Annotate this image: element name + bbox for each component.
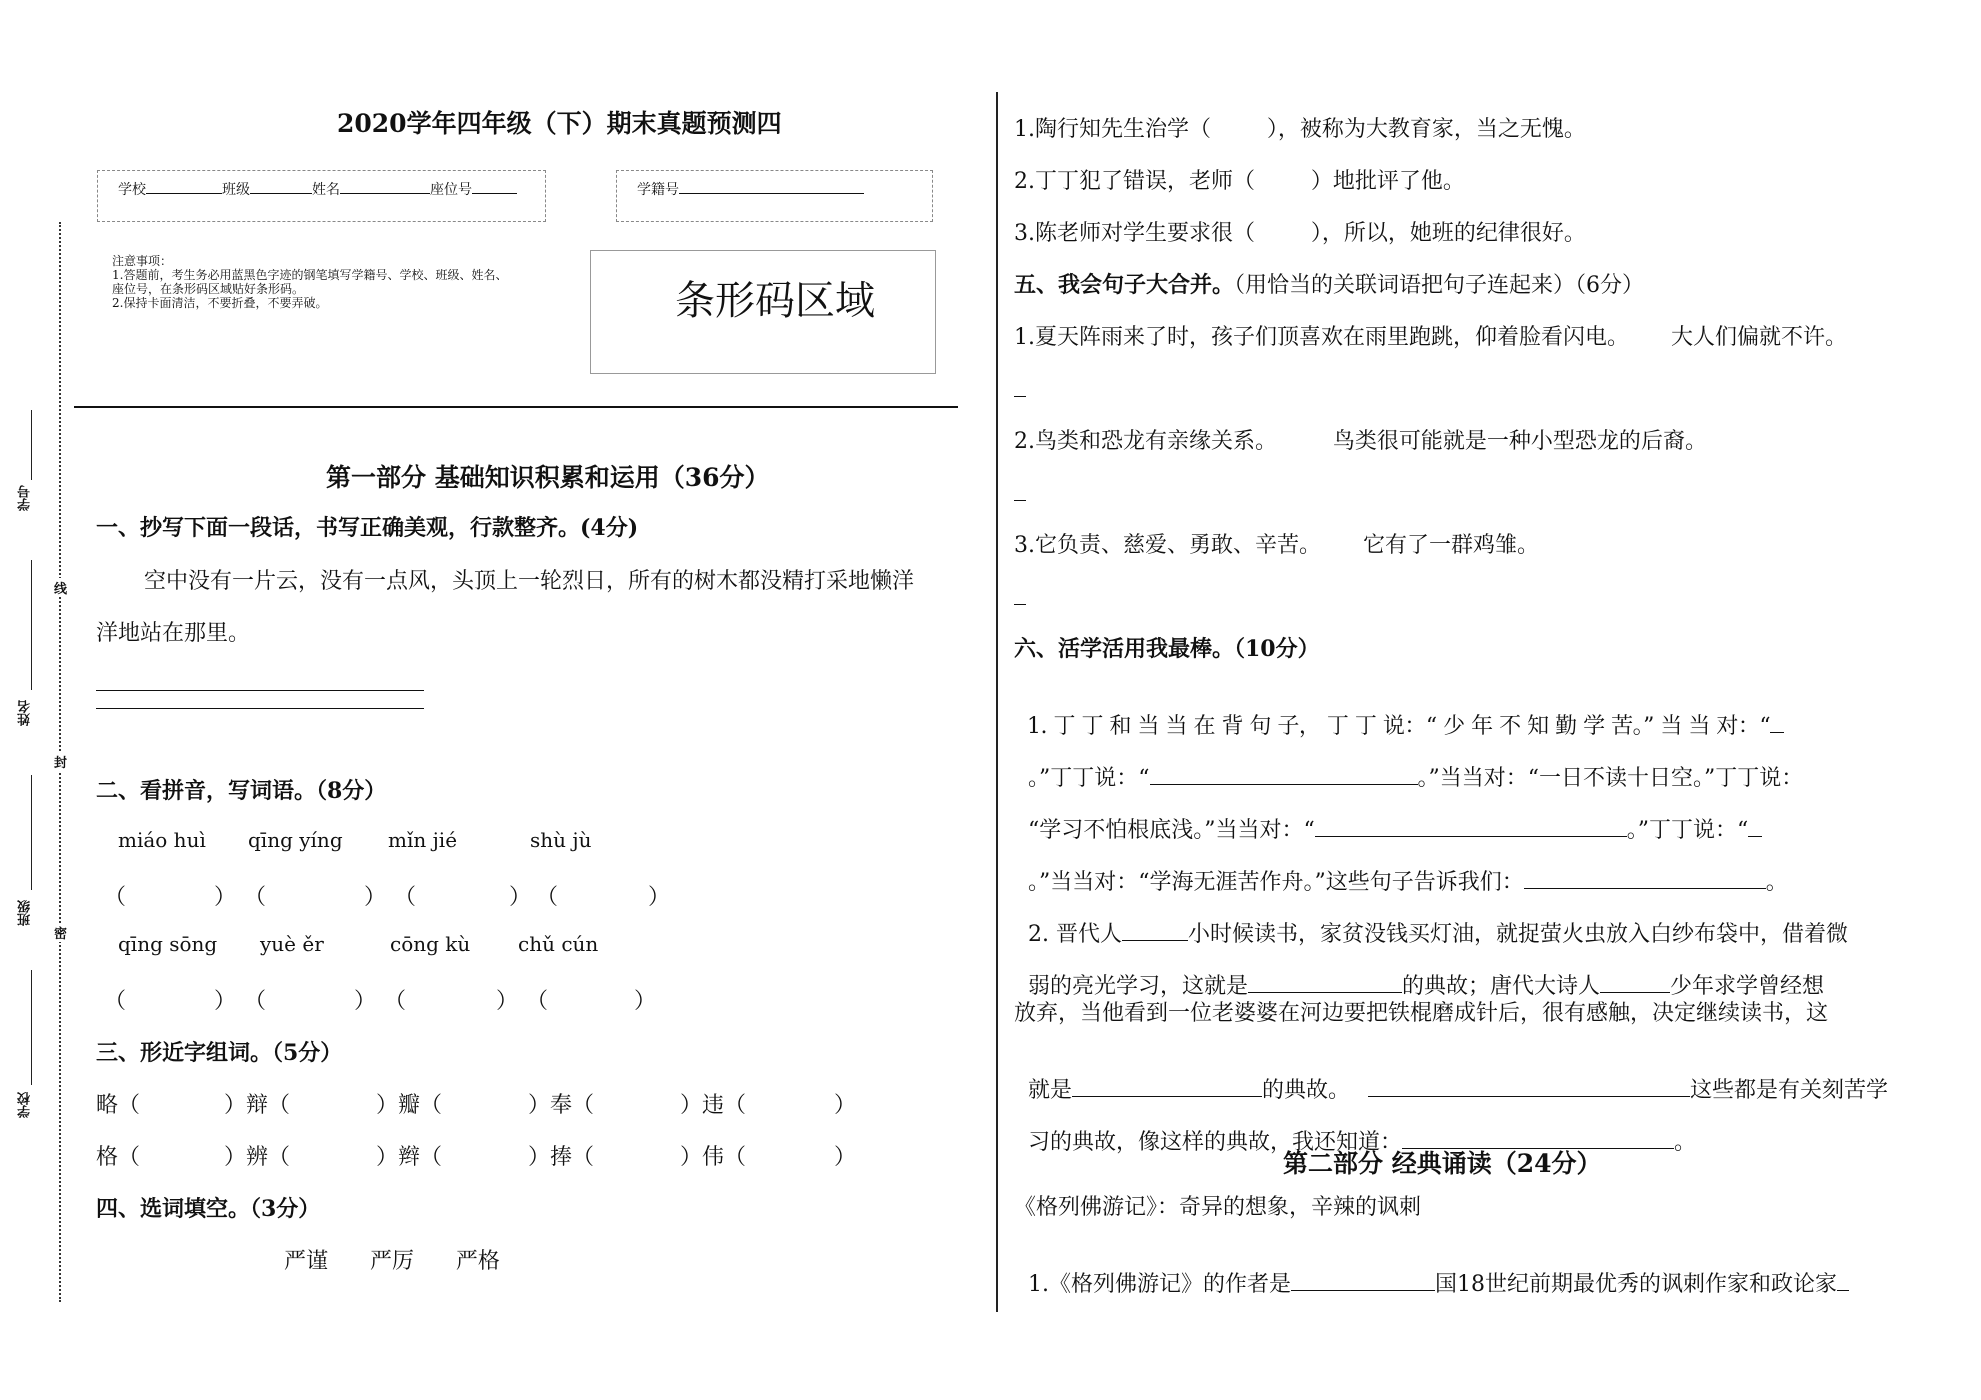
q3-cell: ）辨（ bbox=[224, 1145, 291, 1170]
q6-p2-line: 放弃，当他看到一位老婆婆在河边要把铁棍磨成针后，很有感触，决定继续读书，这 bbox=[1014, 1001, 1829, 1026]
q4-item: 3.陈老师对学生要求很（ ），所以，她班的纪律很好。 bbox=[1014, 221, 1586, 246]
q1-title: 一、抄写下面一段话，书写正确美观，行款整齐。(4分) bbox=[96, 515, 639, 541]
q6-text: 2. 晋代人 bbox=[1028, 922, 1122, 947]
q4-word-choices: 严谨 严厉 严格 bbox=[284, 1249, 500, 1274]
q6-blank[interactable] bbox=[1072, 1074, 1262, 1097]
student-id-field bbox=[637, 177, 864, 199]
column-divider bbox=[996, 92, 998, 1312]
q6-text: 就是 bbox=[1028, 1078, 1073, 1103]
q3-cell: ）瓣（ bbox=[376, 1093, 443, 1118]
q1-answer-line[interactable] bbox=[96, 708, 424, 709]
binding-label-name: 姓名 bbox=[18, 700, 33, 726]
q6-p1-line bbox=[1014, 788, 1762, 844]
q4-item: 2.丁丁犯了错误，老师（ ）地批评了他。 bbox=[1014, 169, 1465, 194]
q6-blank[interactable] bbox=[1600, 970, 1670, 993]
binding-underline bbox=[31, 560, 33, 690]
barcode-label: 条形码区域 bbox=[675, 278, 875, 324]
name-input[interactable] bbox=[340, 177, 430, 194]
q6-p2-line bbox=[1014, 944, 1824, 1000]
bracket-open: （ bbox=[244, 989, 267, 1014]
q3-cell: 格（ bbox=[96, 1145, 141, 1170]
q6-text: 1. 丁 丁 和 当 当 在 背 句 子， 丁 丁 说：“ 少 年 不 知 勤 学 苦。” 当 当 对：“ bbox=[1027, 714, 1771, 739]
q3-cell: ）伟（ bbox=[680, 1145, 747, 1170]
student-info-fields bbox=[118, 177, 517, 199]
binding-label-class: 班级 bbox=[18, 900, 33, 926]
notice-block bbox=[112, 254, 507, 310]
q3-cell: ） bbox=[834, 1093, 857, 1118]
q6-blank[interactable] bbox=[1524, 866, 1766, 889]
bracket-close: ） bbox=[214, 885, 237, 910]
bracket-open: （ bbox=[526, 989, 549, 1014]
binding-underline bbox=[31, 775, 33, 890]
q6-text: 的典故。 bbox=[1262, 1078, 1351, 1103]
class-input[interactable] bbox=[250, 177, 312, 194]
part2-blank[interactable] bbox=[1837, 1268, 1849, 1291]
pinyin: qīng sōng bbox=[118, 932, 218, 956]
q2-title: 二、看拼音，写词语。（8分） bbox=[96, 778, 387, 804]
q3-cell: ）捧（ bbox=[528, 1145, 595, 1170]
binding-label-school: 学校 bbox=[18, 1092, 33, 1118]
q6-text: 。”当当对：“学海无涯苦作舟。”这些句子告诉我们： bbox=[1028, 870, 1524, 895]
q3-cell: ）辫（ bbox=[376, 1145, 443, 1170]
q5-answer-line[interactable] bbox=[1014, 604, 1026, 605]
q6-p2-line bbox=[1014, 892, 1848, 948]
q6-p2-line bbox=[1014, 1048, 1888, 1104]
q1-passage-line: 空中没有一片云，没有一点风，头顶上一轮烈日，所有的树木都没精打采地懒洋 bbox=[144, 569, 915, 594]
q6-p1-line bbox=[1014, 840, 1788, 896]
bracket-close: ） bbox=[634, 989, 657, 1014]
part2-q1 bbox=[1014, 1242, 1849, 1298]
bracket-open: （ bbox=[104, 885, 127, 910]
q6-blank[interactable] bbox=[1248, 970, 1402, 993]
notice-line: 1.答题前，考生务必用蓝黑色字迹的钢笔填写学籍号、学校、班级、姓名、 bbox=[112, 268, 508, 282]
pinyin: miáo huì bbox=[118, 828, 206, 852]
q6-text: 。”当当对：“一日不读十日空。”丁丁说： bbox=[1417, 766, 1804, 791]
barcode-area bbox=[590, 250, 936, 374]
q6-text: 。 bbox=[1765, 870, 1788, 895]
bracket-close: ） bbox=[214, 989, 237, 1014]
seat-label: 座位号 bbox=[430, 182, 472, 198]
name-label: 姓名 bbox=[312, 182, 340, 198]
bracket-open: （ bbox=[104, 989, 127, 1014]
q3-cell: ）违（ bbox=[680, 1093, 747, 1118]
notice-line: 2.保持卡面清洁，不要折叠，不要弄破。 bbox=[112, 296, 328, 310]
q3-cell: 略（ bbox=[96, 1093, 141, 1118]
school-label: 学校 bbox=[118, 182, 146, 198]
q3-cell: ）辩（ bbox=[224, 1093, 291, 1118]
bracket-open: （ bbox=[536, 885, 559, 910]
q6-text: 这些都是有关刻苦学 bbox=[1690, 1078, 1889, 1103]
bracket-close: ） bbox=[354, 989, 377, 1014]
q6-p1-line bbox=[1014, 684, 1784, 740]
q3-title: 三、形近字组词。（5分） bbox=[96, 1040, 343, 1066]
binding-underline bbox=[31, 970, 33, 1085]
q6-blank[interactable] bbox=[1368, 1074, 1690, 1097]
bracket-open: （ bbox=[394, 885, 417, 910]
pinyin: qīng yíng bbox=[248, 828, 343, 852]
q-text: 1.《格列佛游记》的作者是 bbox=[1028, 1272, 1291, 1297]
part2-subtitle: 《格列佛游记》：奇异的想象，辛辣的讽刺 bbox=[1014, 1195, 1422, 1220]
student-id-input[interactable] bbox=[679, 177, 864, 194]
part2-title: 第二部分 经典诵读（24分） bbox=[1283, 1149, 1602, 1178]
part1-title: 第一部分 基础知识积累和运用（36分） bbox=[326, 463, 770, 492]
bracket-close: ） bbox=[364, 885, 387, 910]
q6-text: 的典故；唐代大诗人 bbox=[1402, 974, 1601, 999]
pinyin: yuè ěr bbox=[260, 932, 324, 956]
binding-underline bbox=[31, 410, 33, 480]
bracket-close: ） bbox=[648, 885, 671, 910]
q6-text: 。 bbox=[1674, 1130, 1697, 1155]
q4-item: 1.陶行知先生治学（ ），被称为大教育家，当之无愧。 bbox=[1014, 117, 1586, 142]
q6-title: 六、活学活用我最棒。（10分） bbox=[1014, 636, 1320, 662]
notice-line: 座位号，在条形码区域贴好条形码。 bbox=[112, 282, 305, 296]
q5-item: 3.它负责、慈爱、勇敢、辛苦。 它有了一群鸡雏。 bbox=[1014, 533, 1539, 558]
q3-cell: ） bbox=[834, 1145, 857, 1170]
q3-cell: ）奉（ bbox=[528, 1093, 595, 1118]
q6-text: 。”丁丁说：“ bbox=[1626, 818, 1749, 843]
school-input[interactable] bbox=[146, 177, 222, 194]
bracket-close: ） bbox=[496, 989, 519, 1014]
q6-p1-line bbox=[1014, 736, 1803, 792]
q5-item: 1.夏天阵雨来了时，孩子们顶喜欢在雨里跑跳，仰着脸看闪电。 大人们偏就不许。 bbox=[1014, 325, 1847, 350]
header-divider bbox=[74, 406, 958, 408]
q5-answer-line[interactable] bbox=[1014, 500, 1026, 501]
q-text: 国18世纪前期最优秀的讽刺作家和政论家 bbox=[1435, 1272, 1837, 1297]
binding-mark-line: 线 bbox=[54, 578, 67, 597]
class-label: 班级 bbox=[222, 182, 250, 198]
bracket-close: ） bbox=[509, 885, 532, 910]
binding-mark-secret: 密 bbox=[54, 923, 67, 942]
binding-mark-seal: 封 bbox=[54, 752, 67, 771]
q4-title: 四、选词填空。（3分） bbox=[96, 1196, 321, 1222]
pinyin: shù jù bbox=[530, 828, 592, 852]
exam-title: 2020学年四年级（下）期末真题预测四 bbox=[337, 109, 782, 138]
bracket-open: （ bbox=[244, 885, 267, 910]
q6-text: 。”丁丁说：“ bbox=[1028, 766, 1150, 791]
pinyin: mǐn jié bbox=[388, 828, 458, 852]
pinyin: chǔ cún bbox=[518, 932, 599, 956]
q1-passage-line: 洋地站在那里。 bbox=[96, 621, 251, 646]
student-id-box bbox=[616, 170, 933, 222]
q6-blank[interactable] bbox=[1748, 814, 1762, 837]
q6-text: “学习不怕根底浅。”当当对：“ bbox=[1028, 818, 1315, 843]
q5-title-row bbox=[1014, 268, 1644, 299]
seat-input[interactable] bbox=[472, 177, 517, 194]
student-info-box bbox=[97, 170, 546, 222]
author-blank[interactable] bbox=[1291, 1268, 1435, 1291]
q1-answer-line[interactable] bbox=[96, 690, 424, 691]
bracket-open: （ bbox=[384, 989, 407, 1014]
q6-blank[interactable] bbox=[1150, 762, 1418, 785]
q6-text: 弱的亮光学习，这就是 bbox=[1028, 974, 1249, 999]
q5-title-note: （用恰当的关联词语把句子连起来）（6分） bbox=[1234, 273, 1645, 298]
q6-blank[interactable] bbox=[1770, 710, 1784, 733]
notice-title: 注意事项： bbox=[112, 254, 173, 268]
q6-blank[interactable] bbox=[1315, 814, 1627, 837]
q6-text: 少年求学曾经想 bbox=[1670, 974, 1825, 999]
q5-answer-line[interactable] bbox=[1014, 396, 1026, 397]
q6-blank[interactable] bbox=[1122, 918, 1188, 941]
q5-item: 2.鸟类和恐龙有亲缘关系。 鸟类很可能就是一种小型恐龙的后裔。 bbox=[1014, 429, 1707, 454]
q6-text: 习的典故，像这样的典故，我还知道： bbox=[1028, 1130, 1403, 1155]
binding-label-student-no: 学号 bbox=[18, 485, 33, 511]
pinyin: cōng kù bbox=[390, 932, 471, 956]
q5-title: 五、我会句子大合并。 bbox=[1014, 272, 1235, 298]
q6-text: 小时候读书，家贫没钱买灯油，就捉萤火虫放入白纱布袋中，借着微 bbox=[1187, 922, 1848, 947]
student-id-label: 学籍号 bbox=[637, 182, 679, 198]
